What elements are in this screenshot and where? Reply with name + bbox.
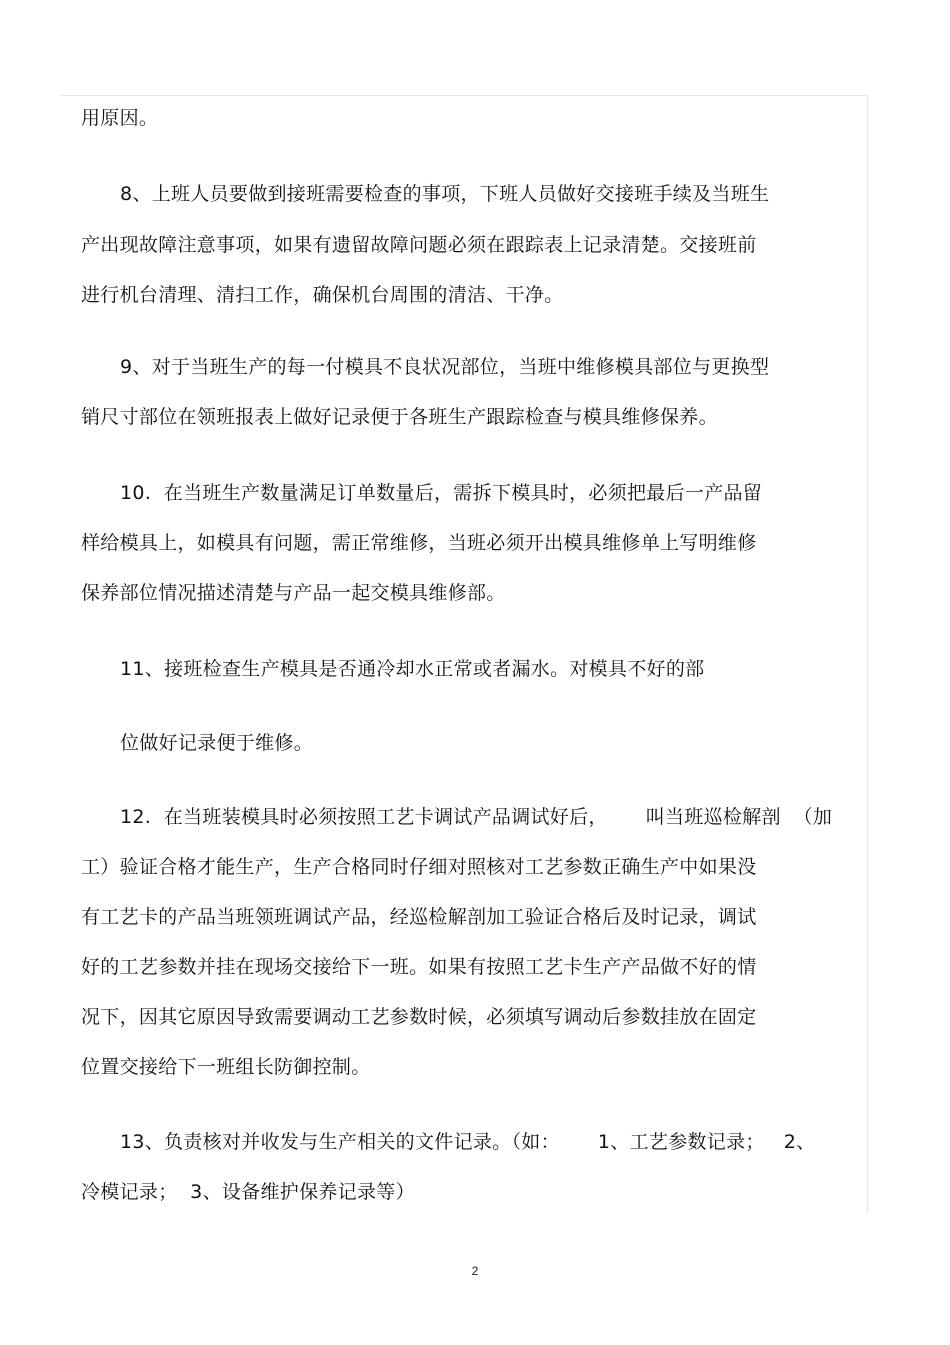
text-line: 8、上班人员要做到接班需要检查的事项，下班人员做好交接班手续及当班生: [120, 183, 770, 205]
text-line: 好的工艺参数并挂在现场交接给下一班。如果有按照工艺卡生产产品做不好的情: [81, 956, 757, 978]
text-line: 位做好记录便于维修。: [120, 732, 314, 754]
page-frame: [60, 95, 868, 1213]
text-line: 10. 在当班生产数量满足订单数量后，需拆下模具时，必须把最后一产品留: [120, 482, 763, 504]
text-line: 保养部位情况描述清楚与产品一起交模具维修部。: [81, 582, 506, 604]
text-line: 产出现故障注意事项，如果有遗留故障问题必须在跟踪表上记录清楚。交接班前: [81, 234, 757, 256]
text-line: 13、负责核对并收发与生产相关的文件记录。（如： 1、工艺参数记录； 2、: [120, 1131, 816, 1153]
text-line: 11、接班检查生产模具是否通冷却水正常或者漏水。对模具不好的部: [120, 658, 705, 680]
text-line: 9、对于当班生产的每一付模具不良状况部位，当班中维修模具部位与更换型: [120, 356, 770, 378]
text-line: 样给模具上，如模具有问题，需正常维修，当班必须开出模具维修单上写明维修: [81, 532, 757, 554]
text-line: 况下，因其它原因导致需要调动工艺参数时候，必须填写调动后参数挂放在固定: [81, 1006, 757, 1028]
text-line: 销尺寸部位在领班报表上做好记录便于各班生产跟踪检查与模具维修保养。: [81, 406, 718, 428]
text-line: 用原因。: [81, 107, 159, 129]
text-line: 12. 在当班装模具时必须按照工艺卡调试产品调试好后， 叫当班巡检解剖 （加: [120, 806, 833, 828]
text-line: 冷模记录； 3、设备维护保养记录等）: [81, 1181, 415, 1203]
text-line: 工）验证合格才能生产，生产合格同时仔细对照核对工艺参数正确生产中如果没: [81, 856, 757, 878]
text-line: 位置交接给下一班组长防御控制。: [81, 1056, 371, 1078]
page-number: 2: [471, 1264, 479, 1278]
text-line: 有工艺卡的产品当班领班调试产品，经巡检解剖加工验证合格后及时记录，调试: [81, 906, 757, 928]
text-line: 进行机台清理、清扫工作，确保机台周围的清洁、干净。: [81, 284, 564, 306]
